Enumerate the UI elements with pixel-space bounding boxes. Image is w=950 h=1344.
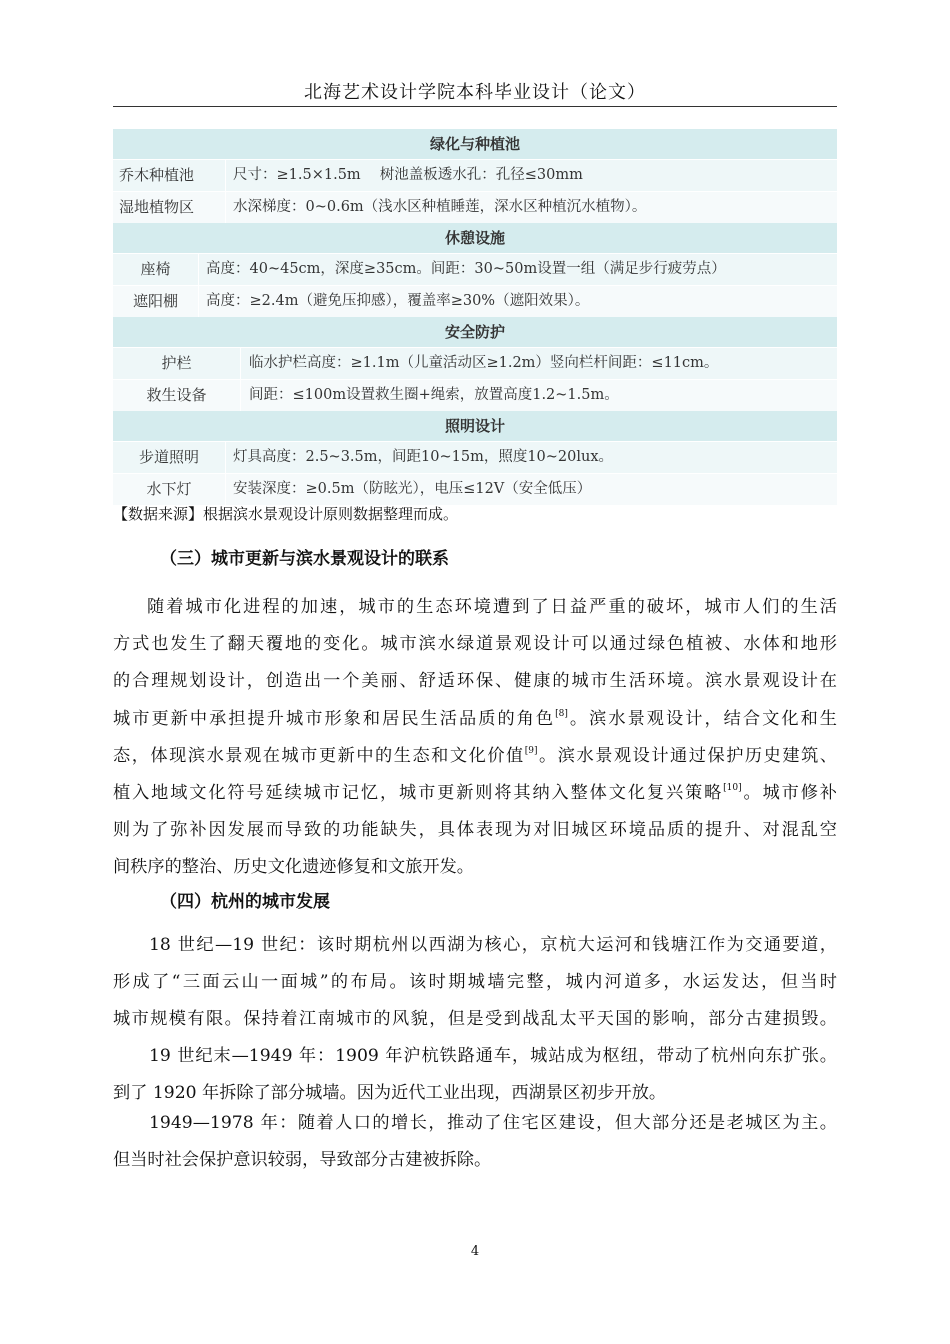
text-run: 。城市修补 bbox=[741, 782, 837, 803]
row-label: 水下灯 bbox=[146, 480, 192, 498]
row-value: 间距：≤100m设置救生圈+绳索，放置高度1.2~1.5m。 bbox=[249, 387, 619, 403]
table-row bbox=[113, 347, 837, 379]
paragraph bbox=[113, 1105, 837, 1179]
text-run: 态，体现滨水景观在城市更新中的生态和文化价值 bbox=[113, 745, 525, 766]
text-line: 到了 1920 年拆除了部分城墙。因为近代工业出现，西湖景区初步开放。 bbox=[113, 1083, 667, 1104]
table-row bbox=[113, 253, 837, 285]
row-label: 乔木种植池 bbox=[119, 166, 195, 184]
section-heading: （四）杭州的城市发展 bbox=[160, 892, 330, 912]
citation: [8] bbox=[555, 708, 568, 719]
paragraph bbox=[113, 1038, 837, 1112]
table-section-heading: 照明设计 bbox=[113, 411, 837, 441]
table-row bbox=[113, 191, 837, 223]
text-line: 的合理规划设计，创造出一个美丽、舒适环保、健康的城市生活环境。滨水景观设计在 bbox=[113, 671, 837, 692]
row-value: 安装深度：≥0.5m（防眩光），电压≤12V（安全低压） bbox=[233, 481, 592, 497]
text-line: 间秩序的整治、历史文化遗迹修复和文旅开发。 bbox=[113, 857, 474, 878]
row-value: 高度：≥2.4m（避免压抑感），覆盖率≥30%（遮阳效果）。 bbox=[206, 293, 590, 309]
section-heading: （三）城市更新与滨水景观设计的联系 bbox=[160, 549, 449, 569]
table-row bbox=[113, 441, 837, 473]
text-run: 城市更新中承担提升城市形象和居民生活品质的角色 bbox=[113, 708, 556, 729]
row-value: 高度：40~45cm，深度≥35cm。间距：30~50m设置一组（满足步行疲劳点） bbox=[206, 261, 726, 277]
text-line: 1949—1978 年：随着人口的增长，推动了住宅区建设，但大部分还是老城区为主。 bbox=[149, 1113, 837, 1133]
text-line: 则为了弥补因发展而导致的功能缺失，具体表现为对旧城区环境品质的提升、对混乱空 bbox=[113, 820, 837, 841]
table-row bbox=[113, 285, 837, 317]
citation: [9] bbox=[524, 745, 538, 756]
table-row bbox=[113, 473, 837, 505]
text-line bbox=[113, 738, 837, 775]
row-value: 临水护栏高度：≥1.1m（儿童活动区≥1.2m）竖向栏杆间距：≤11cm。 bbox=[249, 355, 719, 371]
citation: [10] bbox=[723, 782, 742, 793]
text-line: 随着城市化进程的加速，城市的生态环境遭到了日益严重的破坏，城市人们的生活 bbox=[147, 597, 837, 617]
row-value: 灯具高度：2.5~3.5m，间距10~15m，照度10~20lux。 bbox=[233, 449, 614, 465]
text-run: 。滨水景观设计，结合文化和生 bbox=[567, 708, 837, 729]
row-label: 救生设备 bbox=[146, 386, 207, 404]
table-row bbox=[113, 379, 837, 411]
row-value: 尺寸：≥1.5×1.5m 树池盖板透水孔：孔径≤30mm bbox=[233, 167, 583, 183]
paragraph bbox=[113, 927, 837, 1039]
table-section-heading: 休憩设施 bbox=[113, 223, 837, 253]
spec-table bbox=[113, 129, 837, 505]
table-section-heading: 安全防护 bbox=[113, 317, 837, 347]
row-value: 水深梯度：0~0.6m（浅水区种植睡莲，深水区种植沉水植物）。 bbox=[233, 199, 647, 215]
text-line: 19 世纪末—1949 年：1909 年沪杭铁路通车，城站成为枢纽，带动了杭州向东扩张。 bbox=[149, 1046, 837, 1066]
table-source-note: 【数据来源】根据滨水景观设计原则数据整理而成。 bbox=[113, 505, 459, 523]
text-line: 形成了“三面云山一面城”的布局。该时期城墙完整，城内河道多，水运发达，但当时 bbox=[113, 972, 837, 993]
row-label: 遮阳棚 bbox=[132, 292, 178, 310]
header-title: 北海艺术设计学院本科毕业设计（论文） bbox=[304, 82, 646, 103]
row-label: 湿地植物区 bbox=[119, 198, 195, 216]
table-row bbox=[113, 159, 837, 191]
paragraph bbox=[113, 589, 837, 887]
table-section-heading: 绿化与种植池 bbox=[113, 129, 837, 159]
row-label: 座椅 bbox=[140, 260, 171, 278]
text-line bbox=[113, 701, 837, 738]
text-line: 城市规模有限。保持着江南城市的风貌，但是受到战乱太平天国的影响，部分古建损毁。 bbox=[113, 1009, 837, 1030]
page-header bbox=[113, 68, 837, 107]
row-label: 护栏 bbox=[161, 354, 192, 372]
text-line: 方式也发生了翻天覆地的变化。城市滨水绿道景观设计可以通过绿色植被、水体和地形 bbox=[113, 634, 837, 655]
text-line: 但当时社会保护意识较弱，导致部分古建被拆除。 bbox=[113, 1150, 492, 1171]
text-run: 。滨水景观设计通过保护历史建筑、 bbox=[537, 745, 837, 766]
text-line: 18 世纪—19 世纪：该时期杭州以西湖为核心，京杭大运河和钱塘江作为交通要道， bbox=[149, 935, 837, 955]
text-run: 植入地域文化符号延续城市记忆，城市更新则将其纳入整体文化复兴策略 bbox=[113, 782, 724, 803]
row-label: 步道照明 bbox=[138, 448, 199, 466]
page-number: 4 bbox=[470, 1244, 480, 1259]
text-line bbox=[113, 775, 837, 812]
